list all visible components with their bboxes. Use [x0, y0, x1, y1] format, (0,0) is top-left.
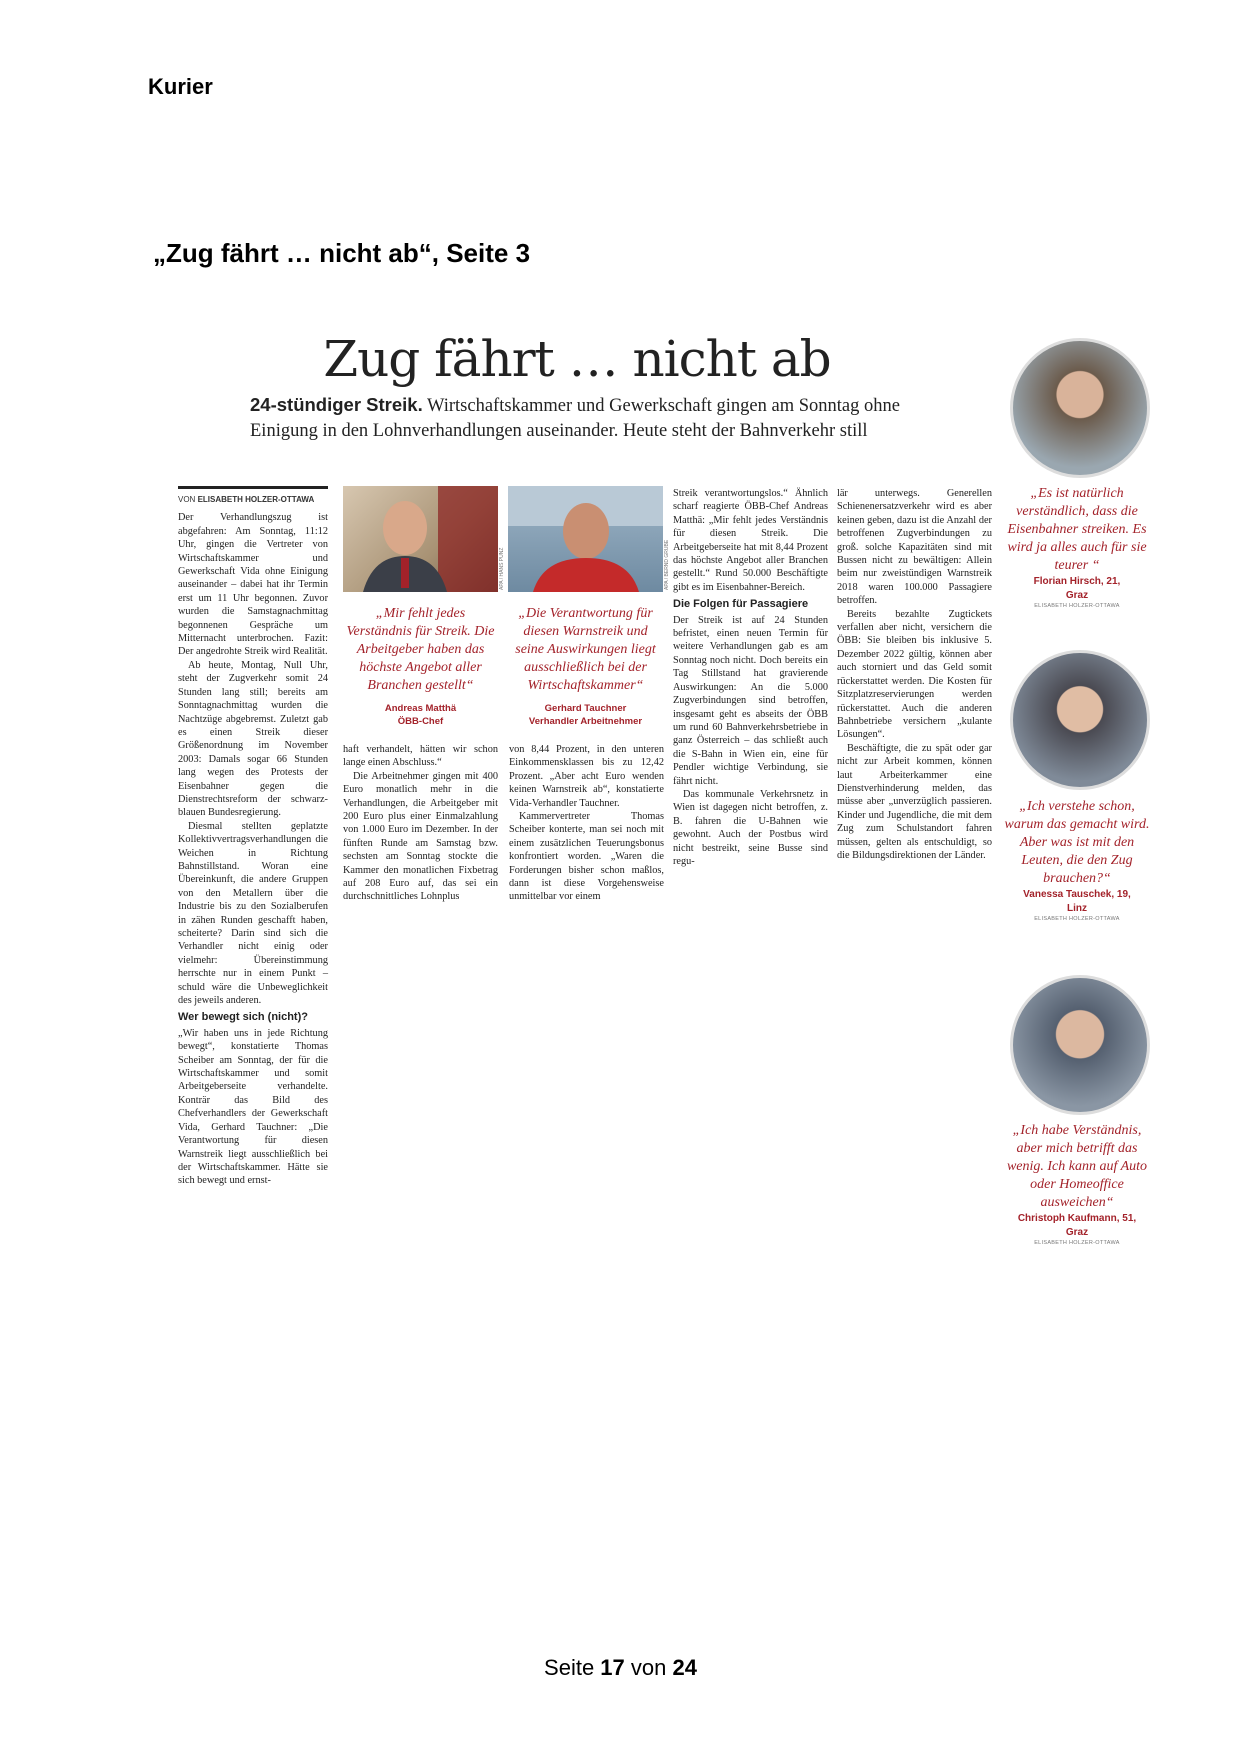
voice-name: Vanessa Tauschek, 19, — [1023, 889, 1131, 900]
paragraph: Beschäftigte, die zu spät oder gar nicht zur Arbeit kommen, können laut Arbeiterkammer eine Dienstverhinderung melden, das müsse aber „unverzüglich passieren. Kinder und Jugendliche, die mit dem Zug zum Schulstandort fahren müssen, gelten als entschuldigt, so die Bildungsdirektionen der Länder. — [837, 742, 992, 861]
paragraph: Die Arbeitnehmer gingen mit 400 Euro monatlich mehr in die Verhandlungen, die Arbeitgeber mit 200 Euro plus einer Einmalzahlung von 1.000 Euro im Dezember. In der fünften Runde am Samstag bzw. sechsten am Sonntag stockte die Kammer den monatlichen Fixbetrag auf 208 Euro auf, das sei ein durchschnittliches Lohnplus — [343, 770, 498, 903]
avatar-florian-hirsch — [1010, 338, 1150, 478]
newspaper-clipping — [172, 320, 1150, 1260]
current-page: 17 — [600, 1655, 625, 1680]
paragraph: Kammervertreter Thomas Scheiber konterte, man sei noch mit einem zusätzlichen Teuerungsbonus konfrontiert worden. „Waren die Forderungen bisher schon maßlos, dann ist diese Vorgehensweise unmittelbar vor einem — [509, 811, 664, 903]
section-heading: Die Folgen für Passagiere — [673, 598, 809, 611]
photo-credit: APA / BERND GRUBE — [664, 539, 670, 590]
voice-city: Graz — [1065, 590, 1089, 601]
total-pages: 24 — [672, 1655, 697, 1680]
voice-name: Christoph Kaufmann, 51, — [1017, 1213, 1137, 1224]
paragraph: Der Verhandlungszug ist abgefahren: Am Sonntag, 11:12 Uhr, gingen die Vertreter von Wirtschaftskammer und Gewerkschaft Vida ohne Einigung auseinander – dabei hat ihr Termin erst um 11 Uhr begonnen. Zuvor wurden die Samstagnachmittag begonnenen Gespräche um Mitternacht unterbrochen. Fazit: Der angedrohte Streik wird Realität. — [178, 512, 328, 658]
subhead-lead: 24-stündiger Streik. — [250, 394, 423, 415]
portrait-illustration — [343, 486, 498, 592]
article-column-5 — [837, 487, 992, 862]
voice-1 — [1002, 485, 1152, 609]
avatar-christoph-kaufmann — [1010, 975, 1150, 1115]
byline: VON ELISABETH HOLZER-OTTAWA — [178, 486, 328, 506]
article-column-4 — [673, 487, 828, 868]
pull-quote-matthae: „Mir fehlt jedes Verständnis für Streik. Die Arbeitgeber haben das höchste Angebot aller Branchen gestellt“ — [346, 606, 495, 693]
photo-andreas-matthae — [343, 486, 498, 592]
photo-credit: ELISABETH HOLZER-OTTAWA — [1034, 603, 1120, 609]
photo-credit: APA / HANS PUNZ — [499, 547, 505, 590]
paragraph: Streik verantwortungslos.“ Ähnlich scharf reagierte ÖBB-Chef Andreas Matthä: „Mir fehlt jedes Verständnis für diesen Streik. Die Arbeitgeberseite hat mit 8,44 Prozent das höchste Angebot aller Branchen gestellt.“ Rund 50.000 Beschäftigte gibt es im Eisenbahner-Bereich. — [673, 488, 828, 593]
pull-quote-tauchner: „Die Verantwortung für diesen Warnstreik und seine Auswirkungen liegt ausschließlich bei der Wirtschaftskammer“ — [515, 606, 656, 693]
section-heading: Wer bewegt sich (nicht)? — [178, 1011, 308, 1024]
page-footer: Seite 17 von 24 — [544, 1655, 697, 1680]
photo-gerhard-tauchner — [508, 486, 663, 592]
article-column-2 — [343, 743, 498, 904]
publication-name: Kurier — [148, 74, 213, 99]
article-headline: Zug fährt … nicht ab — [323, 330, 831, 388]
portrait-illustration — [508, 486, 663, 592]
article-column-1 — [178, 486, 328, 1188]
voice-quote: „Es ist natürlich verständlich, dass die Eisenbahner streiken. Es wird ja alles auch für sie teurer “ — [1007, 486, 1147, 573]
voice-quote: „Ich habe Verständnis, aber mich betrifft das wenig. Ich kann auf Auto oder Homeoffice ausweichen“ — [1006, 1123, 1148, 1210]
document-title: „Zug fährt … nicht ab“, Seite 3 — [153, 238, 531, 268]
paragraph: haft verhandelt, hätten wir schon lange einen Abschluss.“ — [343, 744, 498, 769]
voice-quote: „Ich verstehe schon, warum das gemacht wird. Aber was ist mit den Leuten, die den Zug brauchen?“ — [1004, 799, 1150, 886]
paragraph: Bereits bezahlte Zugtickets verfallen aber nicht, versichern die ÖBB: Sie bleiben bis inklusive 5. Dezember 2022 gültig, können aber auch storniert und das Geld somit rückerstattet werden. Die Kosten für Sitzplatzreservierungen werden rückerstattet. Auch die anderen Bahnbetriebe versichern „kulante Lösungen“. — [837, 608, 992, 741]
subhead-text: Wirtschaftskammer und Gewerkschaft gingen am Sonntag ohne Einigung in den Lohnverhandlungen auseinander. Heute steht der Bahnverkehr still — [250, 396, 900, 441]
article-subhead — [250, 392, 950, 444]
voice-name: Florian Hirsch, 21, — [1033, 576, 1121, 587]
voice-3 — [1002, 1122, 1152, 1246]
avatar-vanessa-tauschek — [1010, 650, 1150, 790]
paragraph: von 8,44 Prozent, in den unteren Einkommensklassen bis zu 12,42 Prozent. „Aber acht Euro wenden keinen Warnstreik ab“, konstatierte Vida-Verhandler Tauchner. — [509, 744, 664, 809]
pull-quote-attribution: Gerhard Tauchner Verhandler Arbeitnehmer — [528, 703, 643, 727]
pull-quote-attribution: Andreas Matthä ÖBB-Chef — [384, 703, 457, 727]
voice-city: Linz — [1067, 903, 1087, 914]
article-column-3 — [509, 743, 664, 904]
byline-author: ELISABETH HOLZER-OTTAWA — [197, 495, 315, 504]
voice-2 — [1002, 798, 1152, 922]
paragraph: Der Streik ist auf 24 Stunden befristet, einen neuen Termin für weitere Verhandlungen gab es am Sonntag noch nicht. Doch bereits ein Tag Stillstand hat gravierende Auswirkungen: An die 5.000 Zugverbindungen sind betroffen, insgesamt geht es abseits der ÖBB um rund 60 Bahnverkehrsbetriebe in ganz Österreich – das schließt auch die S-Bahn in Wien ein, eine für Pendler wichtige Verbindung, sie fährt nicht. — [673, 614, 828, 787]
paragraph: Ab heute, Montag, Null Uhr, steht der Zugverkehr somit 24 Stunden lang still; bereits am Sonntagnachmittag wurden die Nachtzüge abgebremst. Zuletzt gab es einen Streik dieser Größenordnung im November 2003: Damals sogar 66 Stunden lang wegen des Protests der Eisenbahner gegen die Dienstrechtsreform der schwarz-blauen Bundesregierung. — [178, 659, 328, 819]
photo-credit: ELISABETH HOLZER-OTTAWA — [1034, 916, 1120, 922]
paragraph: „Wir haben uns in jede Richtung bewegt“, konstatierte Thomas Scheiber am Sonntag, der für die Wirtschaftskammer und somit Arbeitgeberseite verhandelte. Konträr das Bild des Chefverhandlers der Gewerkschaft Vida, Gerhard Tauchner: „Die Verantwortung für diesen Warnstreik liegt ausschließlich bei der Wirtschaftskammer. Hätte sie sich bewegt und ernst- — [178, 1027, 328, 1187]
paragraph: Das kommunale Verkehrsnetz in Wien ist dagegen nicht betroffen, z. B. fahren die U-Bahnen wie gewohnt. Auch der Postbus wird nicht bestreikt, seine Busse sind regu- — [673, 788, 828, 867]
photo-credit: ELISABETH HOLZER-OTTAWA — [1034, 1240, 1120, 1246]
paragraph: lär unterwegs. Generellen Schienenersatzverkehr wird es aber keinen geben, dazu ist die Anzahl der betroffenen Zugverbindungen zu groß. solche Kapazitäten sind mit Bussen nicht zu bewältigen: Allein beim nur zweistündigen Warnstreik 2018 waren 100.000 Passagiere betroffen. — [837, 488, 992, 607]
voice-city: Graz — [1065, 1227, 1089, 1238]
paragraph: Diesmal stellten geplatzte Kollektivvertragsverhandlungen die Weichen in Richtung Bahnstillstand. Woran eine Übereinkunft, die andere Gruppen von den Metallern über die Industrie bis zu den Sozialberufen in zähen Runden geschafft haben, scheiterte? Darin sind sich die Verhandler nicht einig oder vielmehr: Übereinstimmung herrschte nur in einem Punkt – schuld wäre die Unbeweglichkeit des jeweils anderen. — [178, 820, 328, 1007]
